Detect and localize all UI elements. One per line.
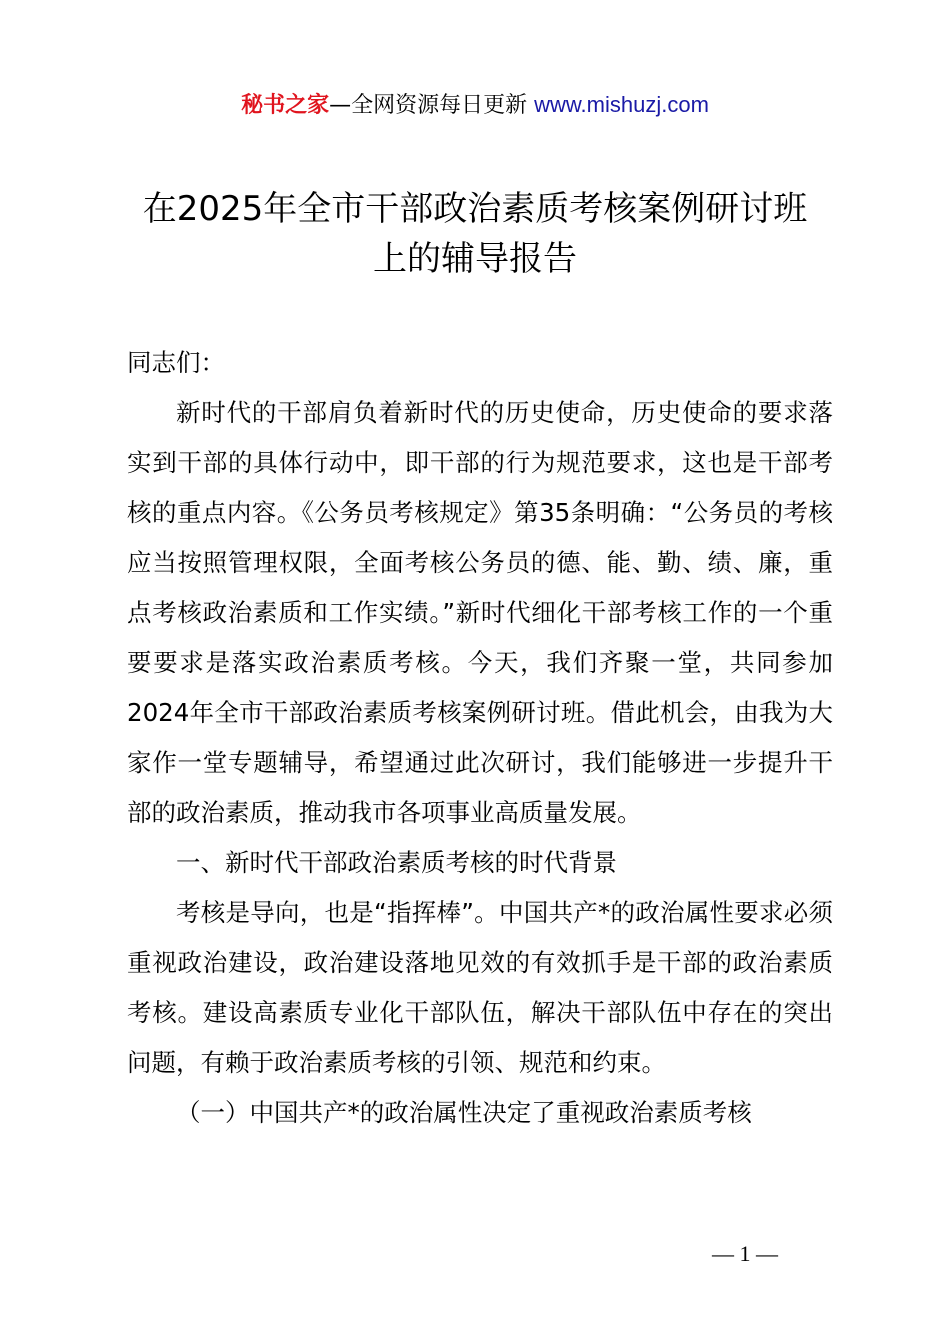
page-number: — 1 — (712, 1241, 778, 1266)
title-line-2: 上的辅导报告 (373, 239, 577, 279)
header-slogan: —全网资源每日更新 (329, 93, 528, 118)
site-url-link[interactable]: www.mishuzj.com (534, 92, 709, 117)
section-heading-1: 一、新时代干部政治素质考核的时代背景 (176, 848, 617, 877)
title-line-1: 在2025年全市干部政治素质考核案例研讨班 (142, 189, 808, 229)
site-header (0, 90, 950, 121)
document-body (127, 338, 833, 1138)
salutation: 同志们： (127, 348, 225, 377)
paragraph-background: 考核是导向，也是“指挥棒”。中国共产*的政治属性要求必须重视政治建设，政治建设落地见效的有效抓手是干部的政治素质考核。建设高素质专业化干部队伍，解决干部队伍中存在的突出问题，有赖于政治素质考核的引领、规范和约束。 (127, 898, 833, 1077)
subsection-heading-1: （一）中国共产*的政治属性决定了重视政治素质考核 (176, 1098, 752, 1127)
document-title (100, 184, 850, 284)
brand-name: 秘书之家 (241, 93, 330, 118)
paragraph-intro: 新时代的干部肩负着新时代的历史使命，历史使命的要求落实到干部的具体行动中，即干部的行为规范要求，这也是干部考核的重点内容。《公务员考核规定》第35条明确：“公务员的考核应当按照管理权限，全面考核公务员的德、能、勤、绩、廉，重点考核政治素质和工作实绩。”新时代细化干部考核工作的一个重要要求是落实政治素质考核。今天，我们齐聚一堂，共同参加2024年全市干部政治素质考核案例研讨班。借此机会，由我为大家作一堂专题辅导，希望通过此次研讨，我们能够进一步提升干部的政治素质，推动我市各项事业高质量发展。 (127, 398, 833, 827)
